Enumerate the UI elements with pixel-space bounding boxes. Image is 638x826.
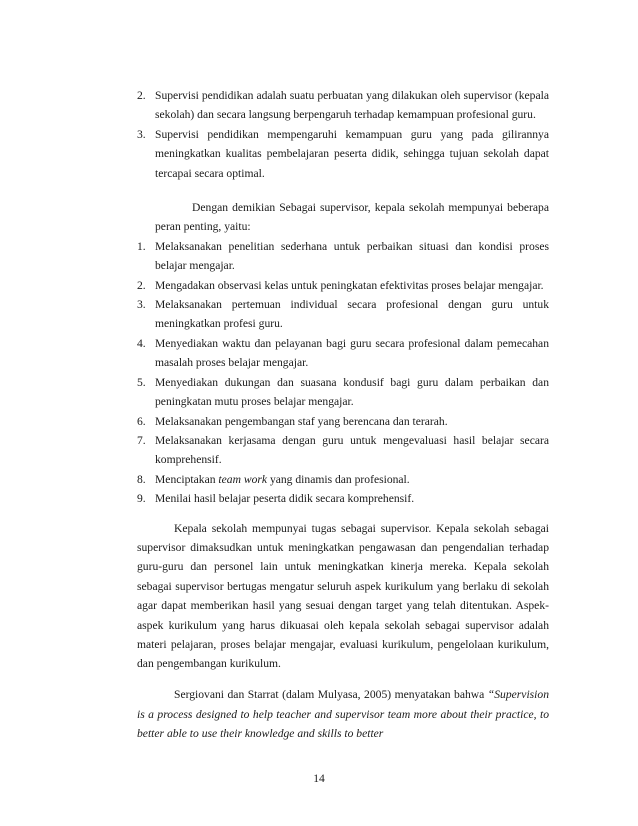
list-item (137, 470, 549, 489)
list-item (137, 373, 549, 412)
list-item (137, 334, 549, 373)
body-paragraph: Kepala sekolah mempunyai tugas sebagai supervisor. Kepala sekolah sebagai supervisor dimaksudkan untuk meningkatkan pengawasan dan pengendalian terhadap guru-guru dan personel lain untuk meningkatkan kinerja mereka. Kepala sekolah sebagai supervisor bertugas mengatur seluruh aspek kurikulum yang berlaku di sekolah agar dapat memberikan hasil yang sesuai dengan target yang telah ditentukan. Aspek-aspek kurikulum yang harus dikuasai oleh kepala sekolah sebagai supervisor adalah materi pelajaran, proses belajar mengajar, evaluasi kurikulum, pengelolaan kurikulum, dan pengembangan kurikulum. (137, 521, 549, 671)
list-item (137, 431, 549, 470)
list-item-text-after: yang dinamis dan profesional. (267, 472, 410, 486)
list-item (137, 489, 549, 508)
list-item-number: 3. (137, 298, 146, 312)
list-item-text (155, 473, 410, 486)
list-item (137, 86, 549, 125)
citation-lead: Sergiovani dan Starrat (dalam Mulyasa, 2005) menyatakan bahwa (174, 688, 488, 702)
list-item-text: Menyediakan dukungan dan suasana kondusif bagi guru dalam perbaikan dan peningkatan mutu proses belajar mengajar. (155, 375, 549, 409)
list-item-number: 7. (137, 433, 146, 447)
list-item (137, 125, 549, 183)
list-item-number: 1. (137, 239, 146, 253)
list-item-number: 9. (137, 492, 146, 506)
list-item-text-italic: team work (218, 472, 268, 486)
list-item-text: Menyediakan waktu dan pelayanan bagi guru secara profesional dalam pemecahan masalah proses belajar mengajar. (155, 336, 549, 370)
list-item-number: 6. (137, 414, 146, 428)
list-item (137, 295, 549, 334)
list-item (137, 237, 549, 276)
roles-list (137, 237, 549, 509)
list-item-text: Menilai hasil belajar peserta didik secara komprehensif. (155, 492, 415, 506)
list-item-number: 8. (137, 472, 146, 486)
citation-paragraph (137, 685, 549, 743)
list-item-text: Mengadakan observasi kelas untuk peningkatan efektivitas proses belajar mengajar. (155, 278, 544, 292)
page-content (137, 86, 549, 755)
list-item-text: Supervisi pendidikan mempengaruhi kemampuan guru yang pada gilirannya meningkatkan kualitas pembelajaran peserta didik, sehingga tujuan sekolah dapat tercapai secara optimal. (155, 127, 549, 180)
list-item-number: 3. (137, 127, 146, 141)
list-item-text: Melaksanakan kerjasama dengan guru untuk mengevaluasi hasil belajar secara komprehensif. (155, 433, 549, 467)
supervision-list (137, 86, 549, 183)
list-item-number: 2. (137, 278, 146, 292)
list-item-text: Supervisi pendidikan adalah suatu perbuatan yang dilakukan oleh supervisor (kepala sekolah) dan secara langsung berpengaruh terhadap kemampuan profesional guru. (155, 89, 549, 122)
list-item (137, 276, 549, 295)
list-item-text: Melaksanakan penelitian sederhana untuk perbaikan situasi dan kondisi proses belajar mengajar. (155, 239, 549, 273)
list-item-text-before: Menciptakan (155, 472, 219, 486)
list-item-number: 5. (137, 375, 146, 389)
citation-quote: “Supervision is a process designed to help teacher and supervisor team more about their practice, to better able to use their knowledge and skills to better (137, 688, 549, 741)
list-item-text: Melaksanakan pertemuan individual secara profesional dengan guru untuk meningkatkan profesi guru. (155, 298, 549, 331)
list-item-number: 2. (137, 89, 146, 102)
list-item-number: 4. (137, 336, 146, 350)
page-number: 14 (313, 772, 325, 785)
list-item (137, 412, 549, 431)
list-item-text: Melaksanakan pengembangan staf yang berencana dan terarah. (155, 414, 448, 428)
intro-paragraph: Dengan demikian Sebagai supervisor, kepala sekolah mempunyai beberapa peran penting, yaitu: (155, 201, 549, 234)
